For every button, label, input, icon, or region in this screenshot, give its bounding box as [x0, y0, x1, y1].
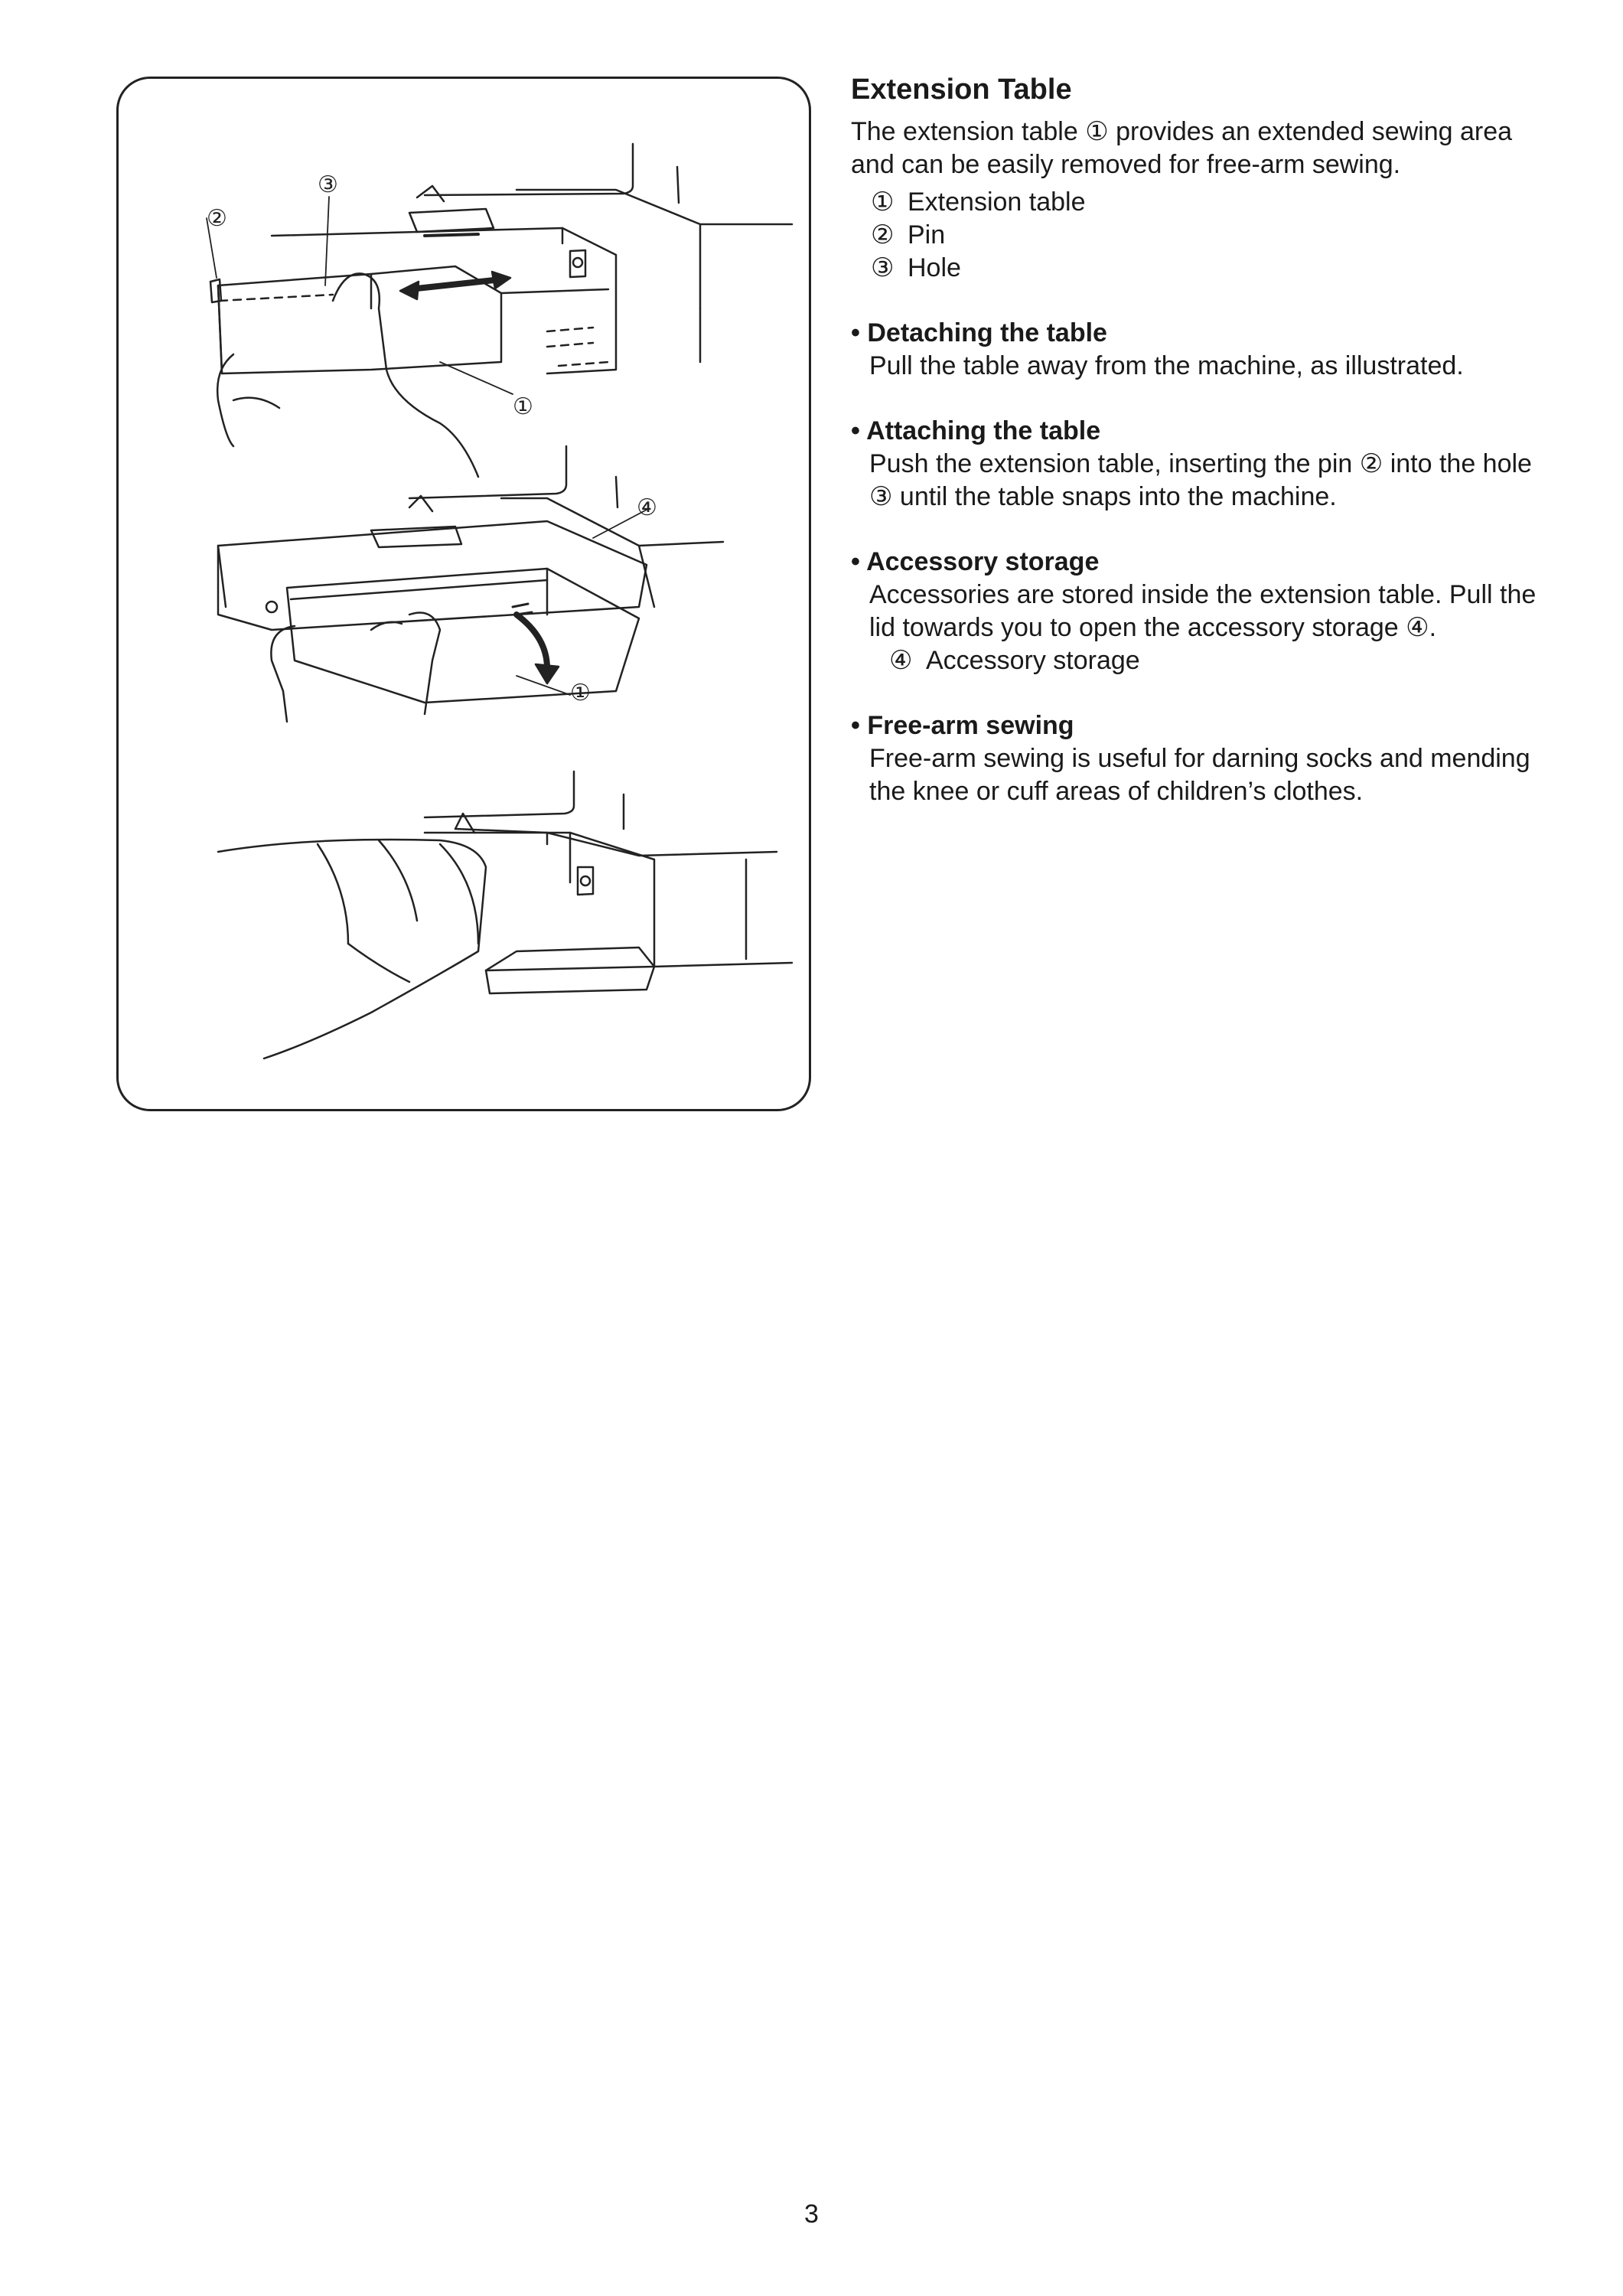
page-number: 3 [804, 2200, 819, 2229]
illustration-frame [116, 77, 811, 1111]
detaching-body: Pull the table away from the machine, as illustrated. [869, 351, 1464, 380]
callout-extension-table-middle: ① [570, 680, 591, 706]
detaching-section [851, 317, 1540, 383]
storage-section [851, 546, 1540, 677]
storage-body: Accessories are stored inside the extension table. Pull the lid towards you to open the accessory storage ④. [869, 580, 1537, 643]
freearm-body: Free-arm sewing is useful for darning socks and mending the knee or cuff areas of children’s clothes. [869, 744, 1530, 806]
attaching-heading: • Attaching the table [851, 416, 1101, 445]
callout-accessory-storage: ④ [637, 494, 657, 521]
section-title: Extension Table [851, 73, 1072, 106]
attaching-section [851, 415, 1540, 514]
callout-extension-table-top: ① [513, 393, 533, 420]
parts-legend [871, 186, 1540, 285]
text-column [851, 73, 1540, 808]
extension-table-illustration [119, 79, 813, 1114]
legend-item: ④ Accessory storage [889, 645, 1140, 676]
freearm-illustration [218, 771, 792, 1058]
storage-illustration [218, 446, 723, 722]
intro-paragraph: The extension table ① provides an extended sewing area and can be easily removed for free-arm sewing. [851, 116, 1513, 179]
legend-item: ③ Hole [871, 253, 961, 283]
storage-legend [889, 644, 1540, 677]
legend-item: ② Pin [871, 220, 946, 250]
detaching-heading: • Detaching the table [851, 318, 1107, 347]
detach-illustration [207, 144, 792, 477]
freearm-heading: • Free-arm sewing [851, 711, 1074, 740]
legend-item: ① Extension table [871, 187, 1086, 217]
callout-hole: ③ [318, 171, 338, 198]
callout-pin: ② [207, 205, 227, 232]
storage-heading: • Accessory storage [851, 547, 1100, 576]
freearm-section [851, 709, 1540, 808]
attaching-body: Push the extension table, inserting the pin ② into the hole ③ until the table snaps into the machine. [869, 448, 1532, 512]
